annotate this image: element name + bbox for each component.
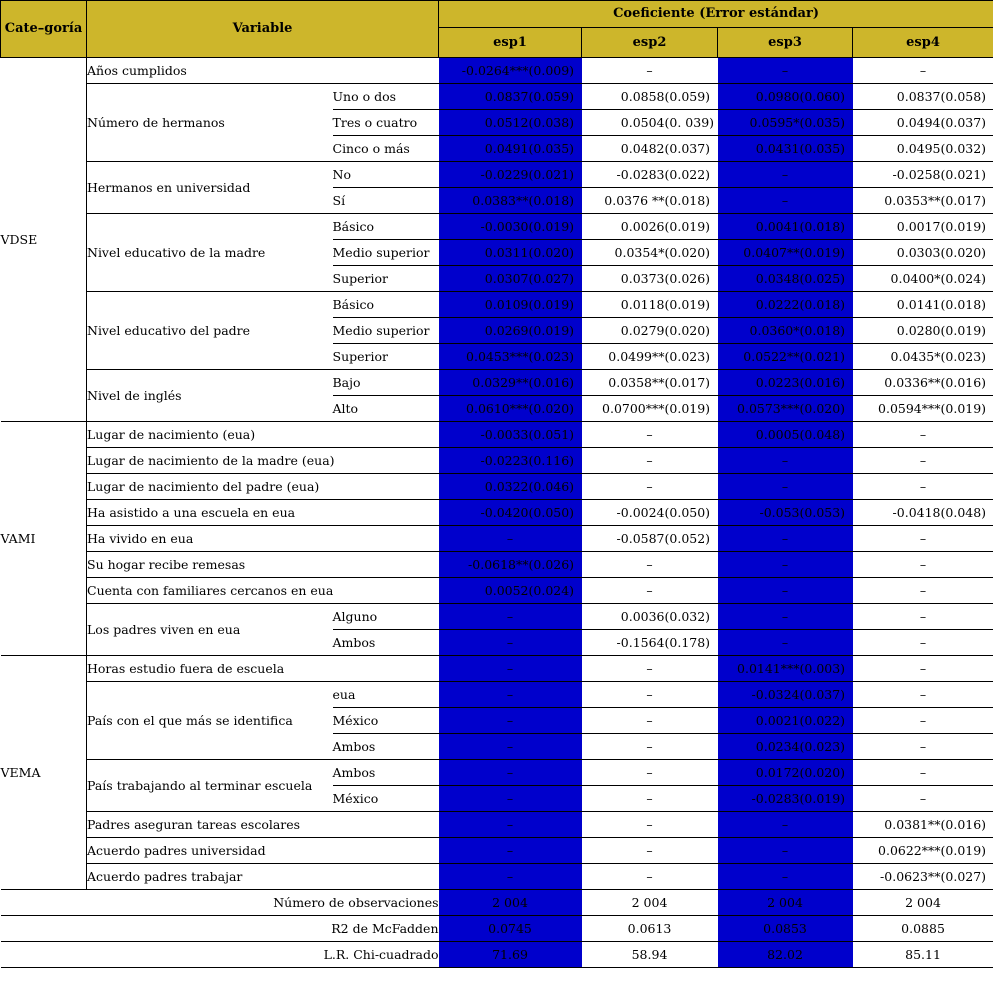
coef-cell: –: [853, 630, 993, 656]
std-error-value: (0.016): [529, 370, 582, 396]
std-error-value: (0.019): [529, 318, 582, 344]
coef-cell: –: [439, 526, 582, 552]
std-error-value: (0.021): [800, 344, 853, 370]
coef-value: 0.0141: [853, 292, 941, 318]
coef-value: 0.0017: [853, 214, 941, 240]
std-error-value: (0.023): [800, 734, 853, 760]
level-label: Básico: [333, 214, 439, 240]
coef-value: 0.0482: [582, 136, 665, 162]
table-row: [1, 526, 993, 552]
variable-label: Los padres viven en eua: [87, 604, 333, 656]
coef-cell: –: [718, 448, 853, 474]
std-error-value: (0.019): [941, 396, 993, 422]
table-row: [1, 58, 993, 84]
coef-value: -0.0623**: [853, 864, 941, 890]
coef-value: 0.0036: [582, 604, 665, 630]
coef-cell: –: [582, 708, 718, 734]
summary-value: 2 004: [718, 890, 853, 916]
table-row: [1, 162, 993, 188]
category-label: VDSE: [1, 58, 87, 422]
coef-cell: –: [582, 682, 718, 708]
summary-row: [1, 916, 993, 942]
coef-value: 0.0234: [718, 734, 800, 760]
coef-value: 0.0499**: [582, 344, 665, 370]
coef-cell: –: [582, 474, 718, 500]
level-label: No: [333, 162, 439, 188]
coef-cell: –: [853, 604, 993, 630]
level-label: México: [333, 786, 439, 812]
category-label: VAMI: [1, 422, 87, 656]
std-error-value: (0.032): [941, 136, 993, 162]
coef-value: -0.0229: [439, 162, 529, 188]
coef-value: 0.0329**: [439, 370, 529, 396]
table-row: [1, 84, 993, 110]
coef-value: -0.0033: [439, 422, 529, 448]
coef-cell: –: [853, 552, 993, 578]
coef-value: 0.0622***: [853, 838, 941, 864]
table-row: [1, 864, 993, 890]
level-label: Tres o cuatro: [333, 110, 439, 136]
coef-value: 0.0303: [853, 240, 941, 266]
coef-value: 0.0269: [439, 318, 529, 344]
variable-label: Padres aseguran tareas escolares: [87, 812, 439, 838]
level-label: Superior: [333, 344, 439, 370]
coef-value: -0.053: [718, 500, 800, 526]
table-header: [1, 1, 993, 58]
summary-label: R2 de McFadden: [1, 916, 439, 942]
header-spec-esp1[interactable]: esp1: [439, 28, 582, 58]
std-error-value: (0.059): [529, 84, 582, 110]
std-error-value: (0.019): [529, 214, 582, 240]
coef-value: 0.0118: [582, 292, 665, 318]
variable-label: Número de hermanos: [87, 84, 333, 162]
coef-cell: –: [853, 474, 993, 500]
variable-label: Acuerdo padres trabajar: [87, 864, 439, 890]
level-label: Básico: [333, 292, 439, 318]
coef-cell: –: [853, 656, 993, 682]
coef-cell: –: [582, 422, 718, 448]
coef-cell: –: [439, 838, 582, 864]
coef-value: 0.0311: [439, 240, 529, 266]
table-body: [1, 58, 993, 968]
level-label: México: [333, 708, 439, 734]
level-label: Ambos: [333, 760, 439, 786]
coef-cell: –: [718, 58, 853, 84]
coef-value: -0.0418: [853, 500, 941, 526]
table-row: [1, 474, 993, 500]
std-error-value: (0.019): [665, 214, 718, 240]
coef-value: 0.0522**: [718, 344, 800, 370]
coef-cell: –: [582, 838, 718, 864]
std-error-value: (0.027): [941, 864, 993, 890]
header-variable: Variable: [87, 1, 439, 58]
header-coeficiente-group: Coeficiente (Error estándar): [439, 1, 993, 28]
coef-cell: –: [853, 760, 993, 786]
std-error-value: (0.020): [941, 240, 993, 266]
coef-value: 0.0980: [718, 84, 800, 110]
table-row: [1, 760, 993, 786]
level-label: Ambos: [333, 734, 439, 760]
coef-cell: –: [853, 708, 993, 734]
coef-cell: –: [718, 526, 853, 552]
coef-cell: –: [439, 786, 582, 812]
std-error-value: (0.019): [941, 838, 993, 864]
std-error-value: (0.048): [800, 422, 853, 448]
std-error-value: (0.060): [800, 84, 853, 110]
coef-value: 0.0222: [718, 292, 800, 318]
level-label: Superior: [333, 266, 439, 292]
table-row: [1, 500, 993, 526]
coef-cell: –: [853, 578, 993, 604]
coef-value: 0.0381**: [853, 812, 941, 838]
coef-value: 0.0026: [582, 214, 665, 240]
std-error-value: (0.058): [941, 84, 993, 110]
std-error-value: (0.050): [529, 500, 582, 526]
level-label: Sí: [333, 188, 439, 214]
std-error-value: (0.018): [800, 292, 853, 318]
coef-cell: –: [439, 812, 582, 838]
coef-cell: –: [439, 708, 582, 734]
std-error-value: (0.035): [800, 110, 853, 136]
std-error-value: (0.019): [529, 292, 582, 318]
coef-value: 0.0491: [439, 136, 529, 162]
std-error-value: (0.037): [941, 110, 993, 136]
std-error-value: (0.021): [941, 162, 993, 188]
coef-value: -0.0264***: [439, 58, 529, 84]
coef-value: 0.0383**: [439, 188, 529, 214]
std-error-value: (0.052): [665, 526, 718, 552]
coef-value: 0.0376 **: [582, 188, 665, 214]
table-row: [1, 838, 993, 864]
coef-value: 0.0594***: [853, 396, 941, 422]
coef-cell: –: [853, 682, 993, 708]
coef-cell: –: [718, 162, 853, 188]
table-row: [1, 682, 993, 708]
std-error-value: (0.027): [529, 266, 582, 292]
coef-value: 0.0858: [582, 84, 665, 110]
std-error-value: (0.025): [800, 266, 853, 292]
std-error-value: (0.019): [941, 318, 993, 344]
std-error-value: (0.020): [665, 318, 718, 344]
coef-cell: –: [718, 630, 853, 656]
variable-label: Lugar de nacimiento del padre (eua): [87, 474, 439, 500]
std-error-value: (0.059): [665, 84, 718, 110]
std-error-value: (0.035): [800, 136, 853, 162]
std-error-value: (0.018): [529, 188, 582, 214]
coef-cell: –: [439, 864, 582, 890]
coef-cell: –: [718, 812, 853, 838]
std-error-value: (0.009): [529, 58, 582, 84]
variable-label: Lugar de nacimiento de la madre (eua): [87, 448, 439, 474]
coef-value: -0.0024: [582, 500, 665, 526]
coef-value: 0.0373: [582, 266, 665, 292]
variable-label: Nivel educativo del padre: [87, 292, 333, 370]
variable-label: Su hogar recibe remesas: [87, 552, 439, 578]
std-error-value: (0.019): [665, 292, 718, 318]
coef-value: 0.0407**: [718, 240, 800, 266]
coef-value: -0.0587: [582, 526, 665, 552]
header-spec-esp4[interactable]: esp4: [853, 28, 993, 58]
coef-value: -0.1564: [582, 630, 665, 656]
variable-label: Acuerdo padres universidad: [87, 838, 439, 864]
std-error-value: (0.022): [665, 162, 718, 188]
coef-value: 0.0279: [582, 318, 665, 344]
std-error-value: (0. 039): [665, 110, 718, 136]
std-error-value: (0.053): [800, 500, 853, 526]
coef-cell: –: [718, 188, 853, 214]
coef-value: 0.0322: [439, 474, 529, 500]
std-error-value: (0.016): [941, 812, 993, 838]
coef-value: -0.0283: [718, 786, 800, 812]
coef-value: -0.0324: [718, 682, 800, 708]
coef-value: 0.0435*: [853, 344, 941, 370]
std-error-value: (0.032): [665, 604, 718, 630]
std-error-value: (0.023): [941, 344, 993, 370]
coef-cell: –: [853, 526, 993, 552]
coef-value: 0.0700***: [582, 396, 665, 422]
header-spec-esp3[interactable]: esp3: [718, 28, 853, 58]
std-error-value: (0.018): [941, 292, 993, 318]
coef-value: 0.0052: [439, 578, 529, 604]
table-row: [1, 292, 993, 318]
table-row: [1, 812, 993, 838]
coef-cell: –: [853, 786, 993, 812]
std-error-value: (0.017): [941, 188, 993, 214]
coef-cell: –: [718, 604, 853, 630]
table-row: [1, 656, 993, 682]
coef-value: 0.0400*: [853, 266, 941, 292]
std-error-value: (0.003): [800, 656, 853, 682]
level-label: Ambos: [333, 630, 439, 656]
variable-label: Nivel educativo de la madre: [87, 214, 333, 292]
std-error-value: (0.020): [800, 396, 853, 422]
summary-value: 0.0853: [718, 916, 853, 942]
std-error-value: (0.116): [529, 448, 582, 474]
variable-label: Lugar de nacimiento (eua): [87, 422, 439, 448]
coef-cell: –: [439, 630, 582, 656]
summary-value: 0.0613: [582, 916, 718, 942]
level-label: eua: [333, 682, 439, 708]
std-error-value: (0.019): [800, 240, 853, 266]
coef-cell: –: [718, 474, 853, 500]
std-error-value: (0.019): [665, 396, 718, 422]
summary-value: 2 004: [853, 890, 993, 916]
coef-value: 0.0172: [718, 760, 800, 786]
variable-label: Hermanos en universidad: [87, 162, 333, 214]
std-error-value: (0.038): [529, 110, 582, 136]
coef-value: 0.0353**: [853, 188, 941, 214]
std-error-value: (0.050): [665, 500, 718, 526]
std-error-value: (0.037): [665, 136, 718, 162]
coef-cell: –: [439, 604, 582, 630]
coef-value: 0.0610***: [439, 396, 529, 422]
level-label: Medio superior: [333, 240, 439, 266]
coef-value: 0.0360*: [718, 318, 800, 344]
table-row: [1, 578, 993, 604]
summary-label: L.R. Chi-cuadrado: [1, 942, 439, 968]
std-error-value: (0.017): [665, 370, 718, 396]
coef-cell: –: [853, 422, 993, 448]
coef-cell: –: [582, 864, 718, 890]
table-row: [1, 214, 993, 240]
std-error-value: (0.048): [941, 500, 993, 526]
std-error-value: (0.178): [665, 630, 718, 656]
summary-value: 82.02: [718, 942, 853, 968]
coef-cell: –: [582, 656, 718, 682]
coef-value: 0.0837: [853, 84, 941, 110]
coef-value: 0.0453***: [439, 344, 529, 370]
coef-cell: –: [582, 552, 718, 578]
std-error-value: (0.018): [665, 188, 718, 214]
std-error-value: (0.020): [665, 240, 718, 266]
coef-value: 0.0336**: [853, 370, 941, 396]
level-label: Bajo: [333, 370, 439, 396]
summary-value: 2 004: [582, 890, 718, 916]
summary-label: Número de observaciones: [1, 890, 439, 916]
coef-value: 0.0307: [439, 266, 529, 292]
coef-cell: –: [439, 682, 582, 708]
category-label: VEMA: [1, 656, 87, 890]
std-error-value: (0.035): [529, 136, 582, 162]
std-error-value: (0.024): [941, 266, 993, 292]
coef-cell: –: [582, 760, 718, 786]
std-error-value: (0.016): [800, 370, 853, 396]
coef-cell: –: [718, 838, 853, 864]
level-label: Alguno: [333, 604, 439, 630]
coef-value: 0.0109: [439, 292, 529, 318]
std-error-value: (0.046): [529, 474, 582, 500]
variable-label: Nivel de inglés: [87, 370, 333, 422]
table-row: [1, 370, 993, 396]
summary-value: 2 004: [439, 890, 582, 916]
coef-cell: –: [853, 58, 993, 84]
std-error-value: (0.026): [665, 266, 718, 292]
coef-cell: –: [853, 734, 993, 760]
std-error-value: (0.020): [529, 240, 582, 266]
std-error-value: (0.018): [800, 214, 853, 240]
coef-value: 0.0494: [853, 110, 941, 136]
std-error-value: (0.023): [665, 344, 718, 370]
coef-value: 0.0348: [718, 266, 800, 292]
header-spec-esp2[interactable]: esp2: [582, 28, 718, 58]
coef-cell: –: [582, 734, 718, 760]
coef-cell: –: [718, 578, 853, 604]
header-categoria: Cate–goría: [1, 1, 87, 58]
coef-value: -0.0223: [439, 448, 529, 474]
summary-value: 71.69: [439, 942, 582, 968]
std-error-value: (0.019): [941, 214, 993, 240]
variable-label: Ha vivido en eua: [87, 526, 439, 552]
coef-value: 0.0041: [718, 214, 800, 240]
coef-cell: –: [439, 760, 582, 786]
variable-label: Ha asistido a una escuela en eua: [87, 500, 439, 526]
std-error-value: (0.023): [529, 344, 582, 370]
level-label: Uno o dos: [333, 84, 439, 110]
level-label: Alto: [333, 396, 439, 422]
table-row: [1, 422, 993, 448]
coef-value: -0.0283: [582, 162, 665, 188]
coef-cell: –: [582, 786, 718, 812]
std-error-value: (0.022): [800, 708, 853, 734]
coef-value: 0.0595*: [718, 110, 800, 136]
summary-value: 0.0745: [439, 916, 582, 942]
coef-value: -0.0420: [439, 500, 529, 526]
coef-value: 0.0280: [853, 318, 941, 344]
level-label: Cinco o más: [333, 136, 439, 162]
coef-cell: –: [439, 656, 582, 682]
coef-value: -0.0618**: [439, 552, 529, 578]
coef-value: 0.0512: [439, 110, 529, 136]
coef-cell: –: [582, 58, 718, 84]
variable-label: Años cumplidos: [87, 58, 439, 84]
table-row: [1, 448, 993, 474]
std-error-value: (0.016): [941, 370, 993, 396]
coef-value: 0.0354*: [582, 240, 665, 266]
variable-label: Cuenta con familiares cercanos en eua: [87, 578, 439, 604]
coef-value: 0.0358**: [582, 370, 665, 396]
coef-value: -0.0030: [439, 214, 529, 240]
summary-row: [1, 942, 993, 968]
std-error-value: (0.024): [529, 578, 582, 604]
coef-value: 0.0021: [718, 708, 800, 734]
std-error-value: (0.019): [800, 786, 853, 812]
coef-value: 0.0504: [582, 110, 665, 136]
variable-label: País trabajando al terminar escuela: [87, 760, 333, 812]
summary-row: [1, 890, 993, 916]
variable-label: País con el que más se identifica: [87, 682, 333, 760]
coef-value: 0.0495: [853, 136, 941, 162]
coef-cell: –: [582, 448, 718, 474]
std-error-value: (0.051): [529, 422, 582, 448]
std-error-value: (0.020): [529, 396, 582, 422]
summary-value: 85.11: [853, 942, 993, 968]
coef-value: 0.0223: [718, 370, 800, 396]
summary-value: 0.0885: [853, 916, 993, 942]
std-error-value: (0.021): [529, 162, 582, 188]
coef-value: 0.0431: [718, 136, 800, 162]
std-error-value: (0.018): [800, 318, 853, 344]
summary-value: 58.94: [582, 942, 718, 968]
coef-cell: –: [853, 448, 993, 474]
coef-cell: –: [718, 552, 853, 578]
level-label: Medio superior: [333, 318, 439, 344]
table-row: [1, 552, 993, 578]
coef-value: 0.0837: [439, 84, 529, 110]
coef-value: 0.0005: [718, 422, 800, 448]
coef-cell: –: [582, 578, 718, 604]
table-row: [1, 604, 993, 630]
coef-value: 0.0141***: [718, 656, 800, 682]
std-error-value: (0.020): [800, 760, 853, 786]
coef-cell: –: [718, 864, 853, 890]
coef-value: -0.0258: [853, 162, 941, 188]
coef-value: 0.0573***: [718, 396, 800, 422]
variable-label: Horas estudio fuera de escuela: [87, 656, 439, 682]
std-error-value: (0.037): [800, 682, 853, 708]
coef-cell: –: [582, 812, 718, 838]
std-error-value: (0.026): [529, 552, 582, 578]
coef-cell: –: [439, 734, 582, 760]
